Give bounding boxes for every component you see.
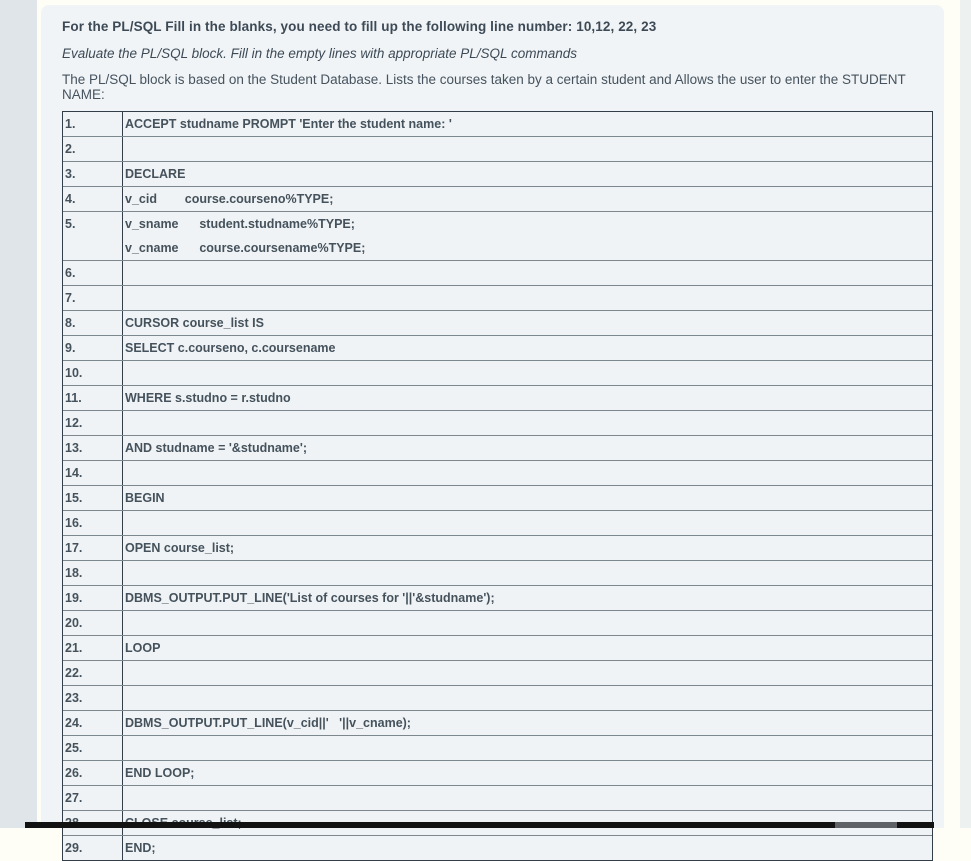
line-number-cell: 16. xyxy=(63,511,123,535)
code-cell xyxy=(123,486,932,510)
line-number-cell: 22. xyxy=(63,661,123,685)
table-row xyxy=(63,112,932,136)
code-cell xyxy=(123,711,932,735)
line-number-cell: 5. xyxy=(63,212,123,260)
line-number-cell: 20. xyxy=(63,611,123,635)
code-line: v_sname student.studname%TYPE; xyxy=(125,217,355,231)
code-cell xyxy=(123,386,932,410)
code-cell xyxy=(123,661,932,685)
code-cell xyxy=(123,137,932,161)
code-cell xyxy=(123,212,932,260)
line-number-cell: 11. xyxy=(63,386,123,410)
line-number-cell: 14. xyxy=(63,461,123,485)
code-line xyxy=(125,736,932,760)
code-cell xyxy=(123,736,932,760)
table-row xyxy=(63,710,932,735)
line-number-cell: 1. xyxy=(63,112,123,136)
code-line: DBMS_OUTPUT.PUT_LINE(v_cid||' '||v_cname); xyxy=(125,716,411,730)
table-row xyxy=(63,335,932,360)
table-row xyxy=(63,685,932,710)
line-number-cell: 25. xyxy=(63,736,123,760)
table-row xyxy=(63,835,932,860)
table-row xyxy=(63,535,932,560)
code-line xyxy=(125,661,932,685)
code-cell xyxy=(123,336,932,360)
table-row xyxy=(63,610,932,635)
code-line xyxy=(125,561,932,585)
code-line xyxy=(125,261,932,285)
question-card xyxy=(41,5,944,855)
instruction-line-3: The PL/SQL block is based on the Student Database. Lists the courses taken by a certain student and Allows the user to enter the STUDENT NAME: xyxy=(62,72,906,102)
line-number-cell: 6. xyxy=(63,261,123,285)
code-line: DECLARE xyxy=(125,167,186,181)
table-row xyxy=(63,485,932,510)
line-number-cell: 21. xyxy=(63,636,123,660)
line-number-cell: 15. xyxy=(63,486,123,510)
table-row xyxy=(63,360,932,385)
table-row xyxy=(63,385,932,410)
code-line: DBMS_OUTPUT.PUT_LINE('List of courses for '||'&studname'); xyxy=(125,591,495,605)
table-row xyxy=(63,785,932,810)
code-line xyxy=(125,611,932,635)
table-row xyxy=(63,660,932,685)
table-row xyxy=(63,510,932,535)
code-cell xyxy=(123,436,932,460)
line-number-cell: 13. xyxy=(63,436,123,460)
line-number-cell: 23. xyxy=(63,686,123,710)
code-cell xyxy=(123,261,932,285)
code-cell xyxy=(123,636,932,660)
code-table-body xyxy=(63,112,932,860)
code-cell xyxy=(123,536,932,560)
code-cell xyxy=(123,611,932,635)
table-row xyxy=(63,585,932,610)
plsql-code-table xyxy=(62,111,933,861)
code-cell xyxy=(123,411,932,435)
code-cell xyxy=(123,586,932,610)
table-row xyxy=(63,285,932,310)
code-cell xyxy=(123,361,932,385)
table-row xyxy=(63,410,932,435)
code-line: SELECT c.courseno, c.coursename xyxy=(125,341,336,355)
code-cell xyxy=(123,311,932,335)
line-number-cell: 17. xyxy=(63,536,123,560)
table-row xyxy=(63,460,932,485)
code-cell xyxy=(123,286,932,310)
instruction-line-1: For the PL/SQL Fill in the blanks, you need to fill up the following line number: 10,12, 22, 23 xyxy=(62,19,657,34)
line-number-cell: 4. xyxy=(63,187,123,211)
code-cell xyxy=(123,761,932,785)
code-line xyxy=(125,137,932,161)
code-cell xyxy=(123,162,932,186)
table-row xyxy=(63,635,932,660)
code-cell xyxy=(123,686,932,710)
code-line: END LOOP; xyxy=(125,766,195,780)
line-number-cell: 24. xyxy=(63,711,123,735)
horizontal-scrollbar-thumb[interactable] xyxy=(835,822,897,828)
code-line: v_cname course.coursename%TYPE; xyxy=(125,241,366,255)
code-line xyxy=(125,286,932,310)
line-number-cell: 9. xyxy=(63,336,123,360)
code-cell xyxy=(123,836,932,860)
code-line: BEGIN xyxy=(125,491,165,505)
line-number-cell: 27. xyxy=(63,786,123,810)
line-number-cell: 10. xyxy=(63,361,123,385)
line-number-cell: 8. xyxy=(63,311,123,335)
table-row xyxy=(63,560,932,585)
code-cell xyxy=(123,461,932,485)
code-line: v_cid course.courseno%TYPE; xyxy=(125,192,334,206)
right-scrollbar-track[interactable] xyxy=(960,0,971,828)
line-number-cell: 29. xyxy=(63,836,123,860)
code-line: LOOP xyxy=(125,641,161,655)
table-row xyxy=(63,211,932,260)
table-row xyxy=(63,186,932,211)
left-page-strip xyxy=(0,0,37,828)
line-number-cell: 19. xyxy=(63,586,123,610)
code-line: ACCEPT studname PROMPT 'Enter the student name: ' xyxy=(125,117,452,131)
line-number-cell: 26. xyxy=(63,761,123,785)
code-line: OPEN course_list; xyxy=(125,541,235,555)
code-line: CURSOR course_list IS xyxy=(125,316,264,330)
line-number-cell: 18. xyxy=(63,561,123,585)
table-row xyxy=(63,161,932,186)
table-row xyxy=(63,735,932,760)
line-number-cell: 2. xyxy=(63,137,123,161)
table-row xyxy=(63,435,932,460)
horizontal-scrollbar[interactable] xyxy=(25,822,934,828)
code-cell xyxy=(123,187,932,211)
code-cell xyxy=(123,112,932,136)
code-line xyxy=(125,511,932,535)
code-cell xyxy=(123,511,932,535)
line-number-cell: 3. xyxy=(63,162,123,186)
code-line xyxy=(125,786,932,810)
code-line xyxy=(125,461,932,485)
code-cell xyxy=(123,561,932,585)
code-line: WHERE s.studno = r.studno xyxy=(125,391,291,405)
line-number-cell: 7. xyxy=(63,286,123,310)
code-line xyxy=(125,411,932,435)
code-cell xyxy=(123,786,932,810)
table-row xyxy=(63,136,932,161)
table-row xyxy=(63,310,932,335)
instruction-line-2: Evaluate the PL/SQL block. Fill in the empty lines with appropriate PL/SQL commands xyxy=(62,46,578,61)
code-line xyxy=(125,361,932,385)
line-number-cell: 12. xyxy=(63,411,123,435)
code-line: END; xyxy=(125,841,156,855)
code-line xyxy=(125,686,932,710)
table-row xyxy=(63,760,932,785)
code-line: AND studname = '&studname'; xyxy=(125,441,308,455)
table-row xyxy=(63,260,932,285)
